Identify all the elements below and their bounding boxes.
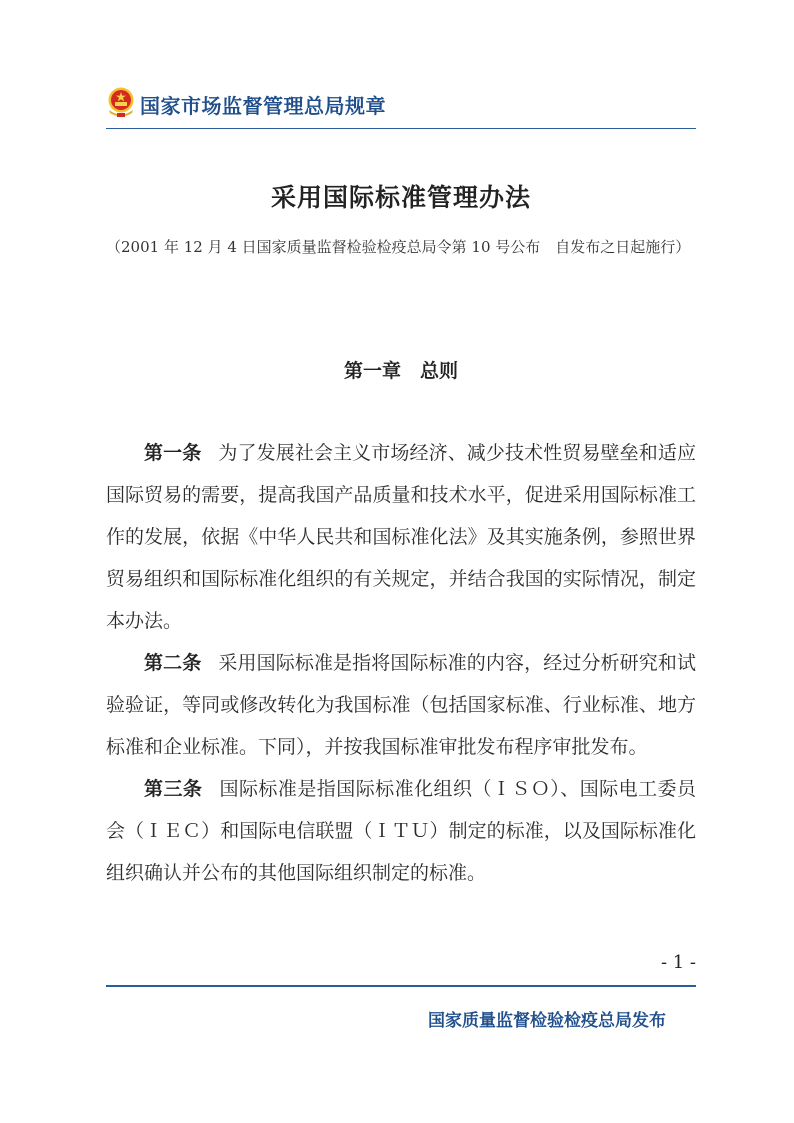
page-number: - 1 - [660,952,696,973]
header-divider [106,128,696,129]
article-2 [106,642,696,768]
header-title: 国家市场监督管理总局规章 [140,94,386,118]
page-header [106,86,696,118]
footer-publisher: 国家质量监督检验检疫总局发布 [428,1011,666,1031]
article-label: 第三条 [144,778,203,800]
article-list [106,432,696,894]
article-label: 第二条 [144,652,202,674]
document-title: 采用国际标准管理办法 [270,183,531,212]
article-text: 采用国际标准是指将国际标准的内容，经过分析研究和试验验证，等同或修改转化为我国标准（包括国家标准、行业标准、地方标准和企业标准。下同），并按我国标准审批发布程序审批发布。 [106,652,696,758]
article-1 [106,432,696,642]
article-3 [106,768,696,894]
footer-divider [106,985,696,987]
chapter-heading: 第一章 总则 [343,360,458,382]
article-text: 为了发展社会主义市场经济、减少技术性贸易壁垒和适应国际贸易的需要，提高我国产品质量和技术水平，促进采用国际标准工作的发展，依据《中华人民共和国标准化法》及其实施条例，参照世界贸易组织和国际标准化组织的有关规定，并结合我国的实际情况，制定本办法。 [106,442,696,632]
article-text: 国际标准是指国际标准化组织（ＩＳＯ）、国际电工委员会（ＩＥＣ）和国际电信联盟（ＩＴＵ）制定的标准，以及国际标准化组织确认并公布的其他国际组织制定的标准。 [106,778,696,884]
national-emblem-icon [106,86,136,118]
article-label: 第一条 [144,442,202,464]
document-subtitle: （2001 年 12 月 4 日国家质量监督检验检疫总局令第 10 号公布 自发布之日起施行） [106,238,691,256]
